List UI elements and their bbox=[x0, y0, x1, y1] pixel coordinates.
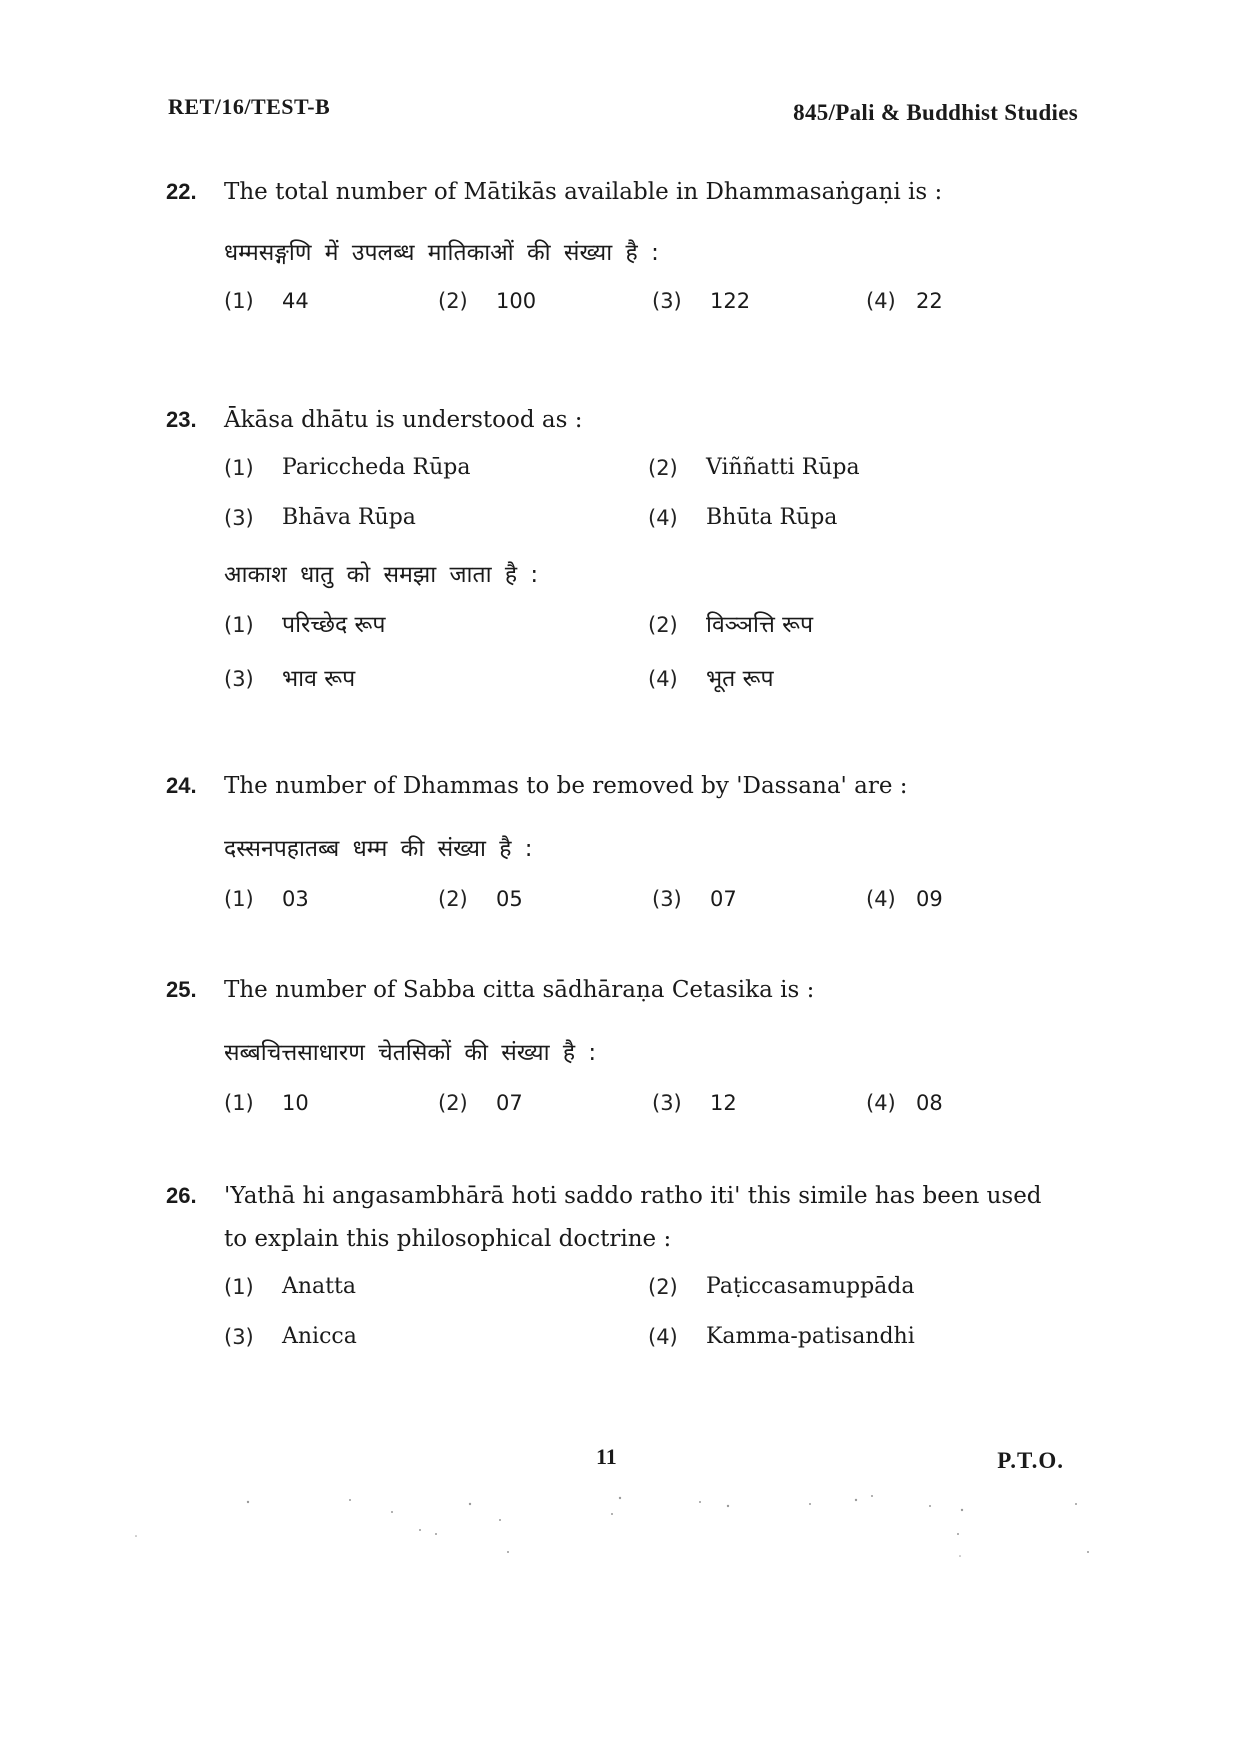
option-label: 12 bbox=[710, 1091, 737, 1115]
question-number: 25. bbox=[166, 977, 197, 1002]
question-text-line-1: 'Yathā hi angasambhārā hoti saddo ratho iti' this simile has been used bbox=[224, 1183, 1042, 1209]
question-number: 23. bbox=[166, 407, 197, 432]
option-label: Anatta bbox=[282, 1274, 356, 1299]
option-number: (1) bbox=[224, 887, 254, 911]
option-number: (2) bbox=[438, 887, 468, 911]
option-number: (1) bbox=[224, 456, 254, 480]
subject-title: 845/Pali & Buddhist Studies bbox=[793, 100, 1078, 125]
option-3 bbox=[224, 1317, 648, 1357]
option-1 bbox=[224, 1267, 648, 1307]
option-3 bbox=[652, 281, 866, 321]
question-text: The number of Sabba citta sādhāraṇa Cetasika is : bbox=[224, 977, 815, 1003]
option-label: 100 bbox=[496, 289, 537, 313]
option-number: (2) bbox=[648, 1275, 678, 1299]
option-3 bbox=[224, 498, 648, 538]
question-text: Ākāsa dhātu is understood as : bbox=[224, 407, 583, 433]
option-number: (2) bbox=[438, 1091, 468, 1115]
option-2 bbox=[438, 879, 652, 919]
option-number: (2) bbox=[648, 456, 678, 480]
options-row bbox=[224, 1317, 1086, 1357]
option-4 bbox=[648, 498, 1072, 538]
option-label: 44 bbox=[282, 289, 309, 313]
option-label: 07 bbox=[496, 1091, 523, 1115]
option-label: परिच्छेद रूप bbox=[282, 612, 386, 638]
question-23 bbox=[166, 398, 1086, 699]
question-text-hindi: सब्बचित्तसाधारण चेतसिकों की संख्या है : bbox=[224, 1040, 597, 1066]
option-number: (3) bbox=[652, 289, 682, 313]
option-number: (1) bbox=[224, 289, 254, 313]
option-1 bbox=[224, 448, 648, 488]
option-number: (4) bbox=[648, 506, 678, 530]
question-text: The number of Dhammas to be removed by 'Dassana' are : bbox=[224, 773, 908, 799]
option-label: Paṭiccasamuppāda bbox=[706, 1274, 915, 1299]
option-4 bbox=[866, 1083, 1080, 1123]
option-label: 05 bbox=[496, 887, 523, 911]
option-2 bbox=[438, 1083, 652, 1123]
option-3-hindi bbox=[224, 659, 648, 699]
options-row bbox=[224, 498, 1086, 538]
option-label: विञ्ञत्ति रूप bbox=[706, 612, 814, 638]
option-number: (3) bbox=[652, 887, 682, 911]
question-24 bbox=[166, 764, 1086, 919]
options-row bbox=[224, 879, 1086, 919]
option-3 bbox=[652, 879, 866, 919]
option-label: Anicca bbox=[282, 1324, 357, 1349]
option-1-hindi bbox=[224, 605, 648, 645]
option-number: (3) bbox=[224, 667, 254, 691]
option-2 bbox=[648, 448, 1072, 488]
option-2 bbox=[648, 1267, 1072, 1307]
scan-specks bbox=[0, 1490, 1240, 1570]
option-number: (1) bbox=[224, 1275, 254, 1299]
question-text-line-2: to explain this philosophical doctrine : bbox=[224, 1226, 672, 1252]
option-label: 03 bbox=[282, 887, 309, 911]
option-number: (2) bbox=[648, 613, 678, 637]
option-label: 09 bbox=[916, 887, 943, 911]
question-25 bbox=[166, 968, 1086, 1123]
option-1 bbox=[224, 879, 438, 919]
option-number: (1) bbox=[224, 613, 254, 637]
options-row bbox=[224, 1267, 1086, 1307]
question-26 bbox=[166, 1174, 1086, 1357]
option-number: (4) bbox=[648, 1325, 678, 1349]
option-label: Viññatti Rūpa bbox=[706, 455, 860, 480]
option-label: Pariccheda Rūpa bbox=[282, 455, 471, 480]
option-label: 10 bbox=[282, 1091, 309, 1115]
option-label: 122 bbox=[710, 289, 751, 313]
option-number: (4) bbox=[648, 667, 678, 691]
option-4 bbox=[866, 879, 1080, 919]
paper-code: RET/16/TEST-B bbox=[168, 94, 331, 119]
options-row bbox=[224, 1083, 1086, 1123]
option-number: (3) bbox=[652, 1091, 682, 1115]
options-row bbox=[224, 448, 1086, 488]
options-row-hindi bbox=[224, 659, 1086, 699]
question-text-hindi: दस्सनपहातब्ब धम्म की संख्या है : bbox=[224, 836, 533, 862]
option-label: Bhūta Rūpa bbox=[706, 505, 838, 530]
option-1 bbox=[224, 1083, 438, 1123]
question-number: 26. bbox=[166, 1183, 197, 1208]
option-4 bbox=[648, 1317, 1072, 1357]
option-label: भूत रूप bbox=[706, 666, 774, 692]
option-number: (3) bbox=[224, 506, 254, 530]
option-2-hindi bbox=[648, 605, 1072, 645]
question-text: The total number of Mātikās available in Dhammasaṅgaṇi is : bbox=[224, 179, 943, 205]
please-turn-over: P.T.O. bbox=[997, 1448, 1064, 1473]
question-text-hindi: धम्मसङ्गणि में उपलब्ध मातिकाओं की संख्या है : bbox=[224, 240, 659, 266]
option-1 bbox=[224, 281, 438, 321]
option-4-hindi bbox=[648, 659, 1072, 699]
options-row bbox=[224, 281, 1086, 321]
question-number: 22. bbox=[166, 179, 197, 204]
option-2 bbox=[438, 281, 652, 321]
option-number: (4) bbox=[866, 289, 896, 313]
option-label: Bhāva Rūpa bbox=[282, 505, 416, 530]
option-label: भाव रूप bbox=[282, 666, 356, 692]
option-label: 07 bbox=[710, 887, 737, 911]
question-22 bbox=[166, 170, 1086, 321]
option-label: 08 bbox=[916, 1091, 943, 1115]
options-row-hindi bbox=[224, 605, 1086, 645]
option-label: Kamma-patisandhi bbox=[706, 1324, 915, 1349]
question-text-hindi: आकाश धातु को समझा जाता है : bbox=[224, 562, 539, 588]
option-4 bbox=[866, 281, 1080, 321]
option-number: (4) bbox=[866, 1091, 896, 1115]
option-number: (4) bbox=[866, 887, 896, 911]
option-number: (2) bbox=[438, 289, 468, 313]
option-number: (1) bbox=[224, 1091, 254, 1115]
page-number: 11 bbox=[596, 1444, 617, 1469]
option-label: 22 bbox=[916, 289, 943, 313]
option-3 bbox=[652, 1083, 866, 1123]
option-number: (3) bbox=[224, 1325, 254, 1349]
question-number: 24. bbox=[166, 773, 197, 798]
